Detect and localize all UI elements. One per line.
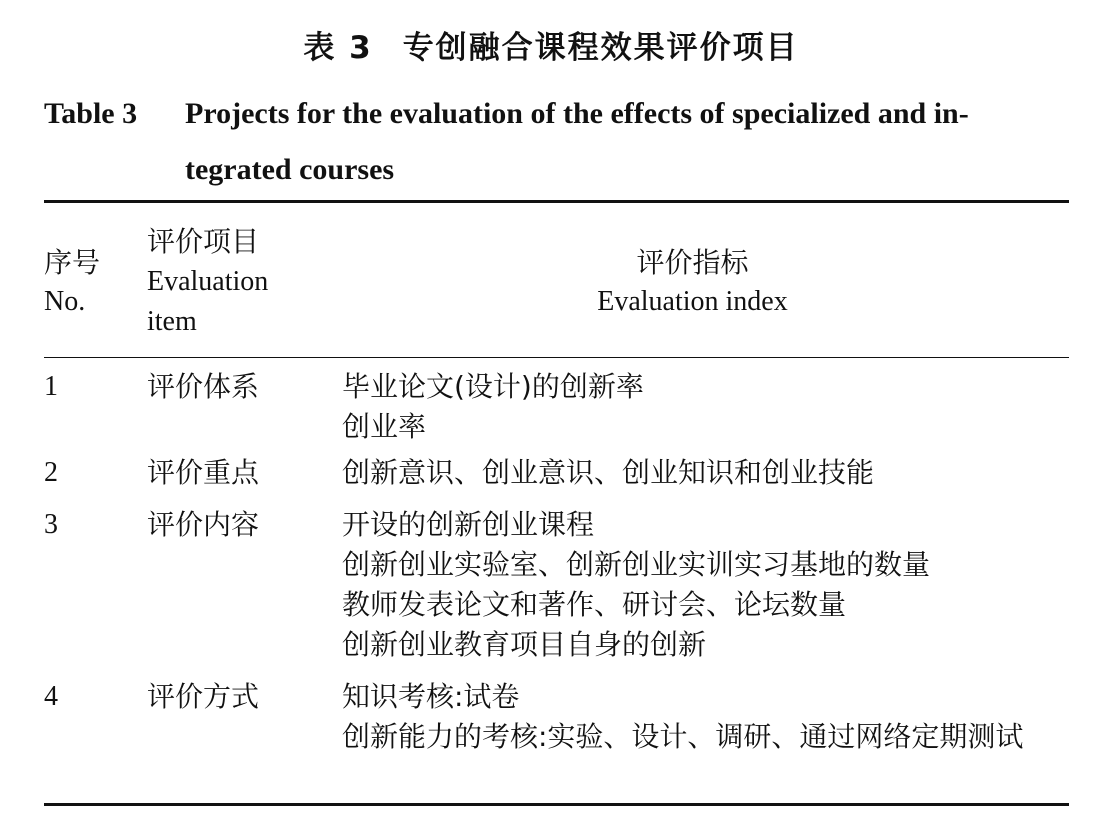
table-title-chinese: 专创融合课程效果评价项目 xyxy=(402,30,799,66)
row-3-index-line: 创新创业实验室、创新创业实训实习基地的数量 xyxy=(342,548,931,581)
table-bottom-rule xyxy=(44,803,1069,806)
header-evaluation-index xyxy=(340,243,1045,321)
row-4-index-line: 创新能力的考核:实验、设计、调研、通过网络定期测试 xyxy=(342,720,1024,753)
header-number-en: No. xyxy=(44,286,86,317)
table-label-english: Table 3 xyxy=(44,97,138,130)
row-4-indexes xyxy=(342,677,1057,757)
row-2-index-line: 创新意识、创业意识、创业知识和创业技能 xyxy=(342,456,875,489)
row-3-indexes xyxy=(342,505,1057,665)
header-number-zh: 序号 xyxy=(44,246,101,279)
row-4-item: 评价方式 xyxy=(147,680,260,713)
header-item-en: Evaluation item xyxy=(147,266,269,337)
row-4-number: 4 xyxy=(44,681,58,712)
header-index-zh: 评价指标 xyxy=(636,246,749,279)
row-3-index-line: 开设的创新创业课程 xyxy=(342,508,595,541)
header-item-zh: 评价项目 xyxy=(147,225,260,258)
row-2-number: 2 xyxy=(44,457,58,488)
row-1-index-line: 创业率 xyxy=(342,410,427,443)
row-3-number: 3 xyxy=(44,509,58,540)
header-index-en: Evaluation index xyxy=(597,286,788,317)
row-1-item: 评价体系 xyxy=(147,370,260,403)
table-header-rule xyxy=(44,357,1069,358)
header-number xyxy=(44,243,134,321)
header-evaluation-item xyxy=(147,222,317,342)
row-3-item: 评价内容 xyxy=(147,508,260,541)
row-4-index-line: 知识考核:试卷 xyxy=(342,680,520,713)
row-3-index-line: 创新创业教育项目自身的创新 xyxy=(342,628,707,661)
table-title-english: Projects for the evaluation of the effects of specialized and in-tegrated courses xyxy=(185,97,969,186)
row-3-index-line: 教师发表论文和著作、研讨会、论坛数量 xyxy=(342,588,847,621)
table-top-rule xyxy=(44,200,1069,203)
table-caption-chinese xyxy=(0,28,1102,68)
row-1-number: 1 xyxy=(44,371,58,402)
table-label-chinese: 表 3 xyxy=(303,30,373,66)
row-2-indexes xyxy=(342,453,1057,493)
row-1-indexes xyxy=(342,367,1057,447)
row-1-index-line: 毕业论文(设计)的创新率 xyxy=(342,370,644,403)
row-2-item: 评价重点 xyxy=(147,456,260,489)
